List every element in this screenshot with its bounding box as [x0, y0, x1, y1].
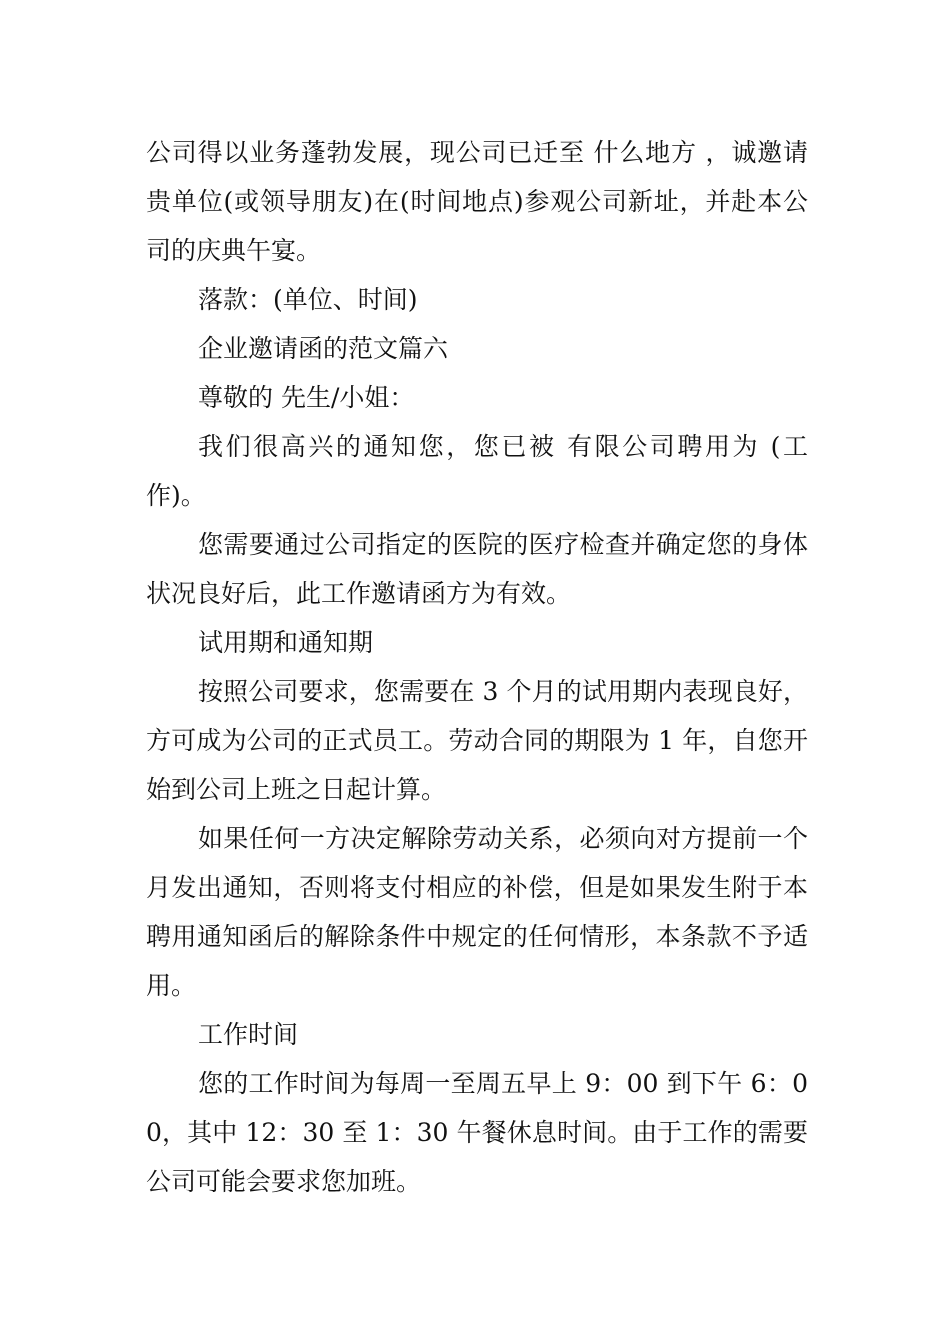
paragraph-opening-continuation: 公司得以业务蓬勃发展，现公司已迁至 什么地方 ，诚邀请贵单位(或领导朋友)在(时间地点)参观公司新址，并赴本公司的庆典午宴。: [146, 138, 808, 265]
heading-probation-notice: 试用期和通知期: [198, 628, 374, 657]
paragraph-working-hours: 您的工作时间为每周一至周五早上 9：00 到下午 6：00，其中 12：30 至 1：30 午餐休息时间。由于工作的需要公司可能会要求您加班。: [146, 1069, 808, 1196]
paragraph-hiring-notice: 我们很高兴的通知您，您已被 有限公司聘用为 (工作)。: [146, 432, 808, 510]
paragraph-signature: 落款：(单位、时间): [198, 285, 418, 314]
heading-working-hours: 工作时间: [198, 1020, 299, 1049]
paragraph-termination: 如果任何一方决定解除劳动关系，必须向对方提前一个月发出通知，否则将支付相应的补偿，但是如果发生附于本聘用通知函后的解除条件中规定的任何情形，本条款不予适用。: [146, 824, 808, 1000]
paragraph-probation: 按照公司要求，您需要在 3 个月的试用期内表现良好，方可成为公司的正式员工。劳动合同的期限为 1 年，自您开始到公司上班之日起计算。: [146, 677, 808, 804]
paragraph-medical-check: 您需要通过公司指定的医院的医疗检查并确定您的身体状况良好后，此工作邀请函方为有效。: [146, 530, 808, 608]
section-heading-sample-six: 企业邀请函的范文篇六: [198, 334, 449, 363]
salutation: 尊敬的 先生/小姐：: [198, 383, 415, 412]
document-body: [146, 128, 808, 1206]
